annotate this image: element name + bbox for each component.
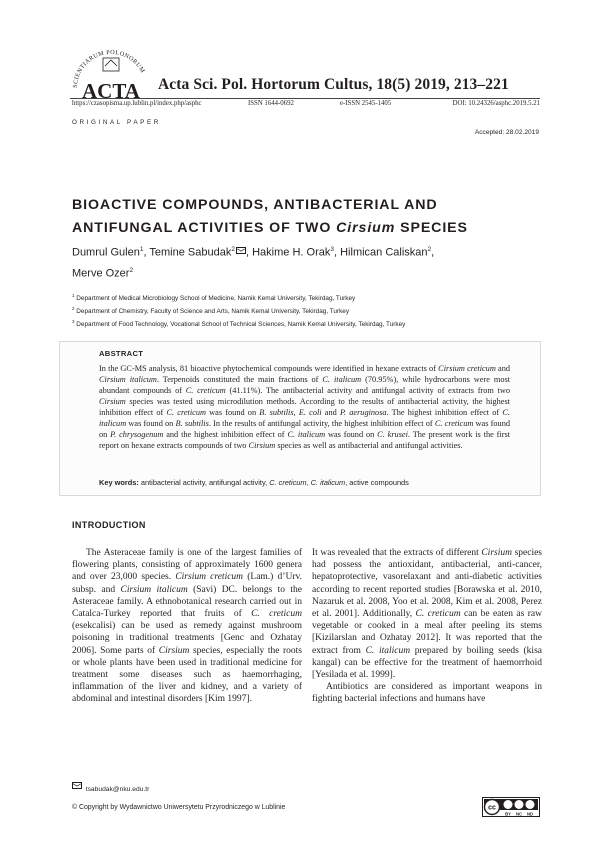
copyright-notice: © Copyright by Wydawnictwo Uniwersytetu Przyrodniczego w Lublinie (72, 804, 286, 811)
header-rule (70, 98, 540, 99)
logo-arc-text: SCIENTIARUM POLONORUM (71, 48, 147, 89)
author-name: Hakime H. Orak (252, 246, 331, 259)
eissn: e-ISSN 2545-1405 (340, 100, 392, 107)
article-title: BIOACTIVE COMPOUNDS, ANTIBACTERIAL AND ANTIFUNGAL ACTIVITIES OF TWO Cirsium SPECIES (72, 197, 468, 236)
accepted-date: Accepted: 28.02.2019 (474, 129, 539, 136)
author-name: Dumrul Gulen (72, 246, 140, 259)
author-list: Dumrul Gulen$^1$, Temine Sabudak$^2$ , Hakime H. Orak$^3$, Hilmican Caliskan$^2$, Merve Ozer$^2$ (72, 246, 435, 280)
mail-icon (236, 247, 246, 254)
paragraph: The Asteraceae family is one of the largest families of flowering plants, consisting of approximately 1600 genera and over 23,000 species. Cirsium creticum (Lam.) d’Urv. subsp. and Cirsium italicum (Savi) DC. belongs to the Asteraceae family. A ethnobotanical research carried out in Catalca-Turkey reported that fruits of C. creticum (esekcalisi) can be used as remedy against mushroom poisoning in traditional treatments [Genc and Ozhatay 2006]. Some parts of Cirsium species, especially the roots or whole plants have been used in traditional medicine for treatment some diseases such as haemorrhaging, inflammation of the liver and kidney, and a variety of abdominal and intestinal disorders [Kim 1997]. (72, 548, 302, 705)
journal-logo (69, 42, 153, 102)
mail-icon (72, 782, 82, 789)
author-name: Temine Sabudak (149, 246, 232, 259)
author-name: Hilmican Caliskan (340, 246, 428, 259)
cc-by-label: BY (505, 811, 511, 817)
affiliation-2: $^2$ Department of Chemistry, Faculty of Science and Arts, Namik Kemal University, Tekirdag, Turkey (72, 306, 350, 316)
abstract-text: In the GC-MS analysis, 81 bioactive phytochemical compounds were identified in hexane extracts of Cirsium creticum and Cirsium italicum. Terpenoids constituted the main fractions of C. italicum (70.95%), while hydrocarbons were most abundant compounds of C. creticum (41.11%). The antibacterial activity and antifungal activity of extracts from two Cirsium species was tested using microdilution methods. According to the results of antibacterial activity, the highest inhibition effect of C. creticum was found on B. subtilis, E. coli and P. aeruginosa. The highest inhibition effect of C. italicum was found on B. subtilis. In the results of antifungal activity, the highest inhibition effect of C. creticum was found on P. chrysogenum and the highest inhibition effect of C. italicum was found on C. krusei. The present work is the first report on hexane extracts compounds of two Cirsium species as well as antibacterial and antifungal activities. (99, 364, 511, 450)
cc-license-badge[interactable] (482, 797, 540, 817)
affiliation-1: $^1$ Department of Medical Microbiology School of Medicine, Namik Kemal University, Tekirdag, Turkey (72, 293, 356, 303)
author-name: Merve Ozer (72, 267, 130, 280)
cc-nd-label: ND (526, 811, 534, 817)
issn: ISSN 1644-0692 (248, 100, 294, 107)
keywords: Key words: antibacterial activity, antifungal activity, C. creticum, C. italicum, active compounds (99, 478, 409, 487)
abstract-heading: ABSTRACT (99, 349, 144, 358)
journal-url[interactable]: https://czasopisma.up.lublin.pl/index.php/asphc (72, 100, 202, 107)
cc-label: cc (488, 804, 496, 812)
intro-column-right (312, 547, 542, 706)
intro-column-left (72, 547, 302, 706)
corresponding-email[interactable]: tsabudak@nku.edu.tr (72, 782, 149, 793)
affiliation-3: $^3$ Department of Food Technology, Vocational School of Technical Sciences, Namik Kemal University, Tekirdag, Turkey (72, 319, 406, 329)
journal-citation: Acta Sci. Pol. Hortorum Cultus, 18(5) 2019, 213–221 (158, 76, 509, 93)
introduction-heading: INTRODUCTION (72, 520, 146, 530)
section-label: ORIGINAL PAPER (72, 119, 161, 126)
paragraph: Antibiotics are considered as important weapons in fighting bacterial infections and humans have (312, 682, 542, 705)
cc-nc-label: NC (515, 811, 523, 817)
paragraph: It was revealed that the extracts of different Cirsium species had possess the antioxidant, antibacterial, anti-cancer, hepatoprotective, vasorelaxant and anti-diabetic activities according to recent reported studies [Borawska et al. 2010, Nazaruk et al. 2008, Yoo et al. 2008, Kim et al. 2008, Perez et al. 2001]. Additionally, C. creticum can be eaten as raw vegetable or cooked in a meal after peeling its stems [Kizilarslan and Ozhatay 2012]. It was reported that the extract from C. italicum prepared by boiling seeds (kisa kangal) can be effective for the treatment of haemorrhoid [Yesilada et al. 1999]. (312, 548, 542, 681)
logo-word: ACTA (82, 79, 140, 102)
doi[interactable]: DOI: 10.24326/asphc.2019.5.21 (452, 100, 540, 107)
